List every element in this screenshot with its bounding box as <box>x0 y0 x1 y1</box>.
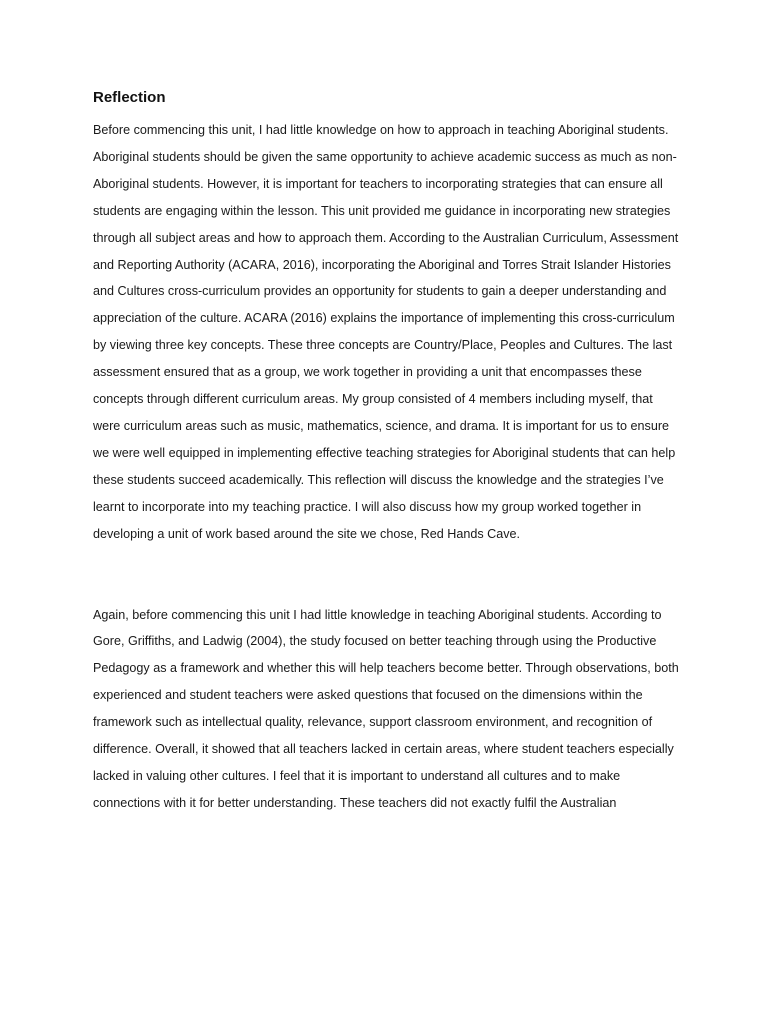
paragraph-prior-knowledge: Again, before commencing this unit I had little knowledge in teaching Aboriginal students. According to Gore, Griffiths, and Ladwig (2004), the study focused on better teaching through using the Productive Pedagogy as a framework and whether this will help teachers become better. Through observations, both experienced and student teachers were asked questions that focused on the dimensions within the framework such as intellectual quality, relevance, support classroom environment, and recognition of difference. Overall, it showed that all teachers lacked in certain areas, where student teachers especially lacked in valuing other cultures. I feel that it is important to understand all cultures and to make connections with it for better understanding. These teachers did not exactly fulfil the Australian <box>93 607 679 810</box>
document-title: Reflection <box>93 89 166 106</box>
document-body <box>93 86 679 817</box>
paragraph-introduction: Before commencing this unit, I had little knowledge on how to approach in teaching Aboriginal students. Aboriginal students should be given the same opportunity to achieve academic success as much as non-Aboriginal students. However, it is important for teachers to incorporating strategies that can ensure all students are engaging within the lesson. This unit provided me guidance in incorporating new strategies through all subject areas and how to approach them. According to the Australian Curriculum, Assessment and Reporting Authority (ACARA, 2016), incorporating the Aboriginal and Torres Strait Islander Histories and Cultures cross-curriculum provides an opportunity for students to gain a deeper understanding and appreciation of the culture. ACARA (2016) explains the importance of implementing this cross-curriculum by viewing three key concepts. These three concepts are Country/Place, Peoples and Cultures. The last assessment ensured that as a group, we work together in providing a unit that encompasses these concepts through different curriculum areas. My group consisted of 4 members including myself, that were curriculum areas such as music, mathematics, science, and drama. It is important for us to ensure we were well equipped in implementing effective teaching strategies for Aboriginal students that can help these students succeed academically. This reflection will discuss the knowledge and the strategies I’ve learnt to incorporate into my teaching practice. I will also discuss how my group worked together in developing a unit of work based around the site we chose, Red Hands Cave. <box>93 123 679 541</box>
